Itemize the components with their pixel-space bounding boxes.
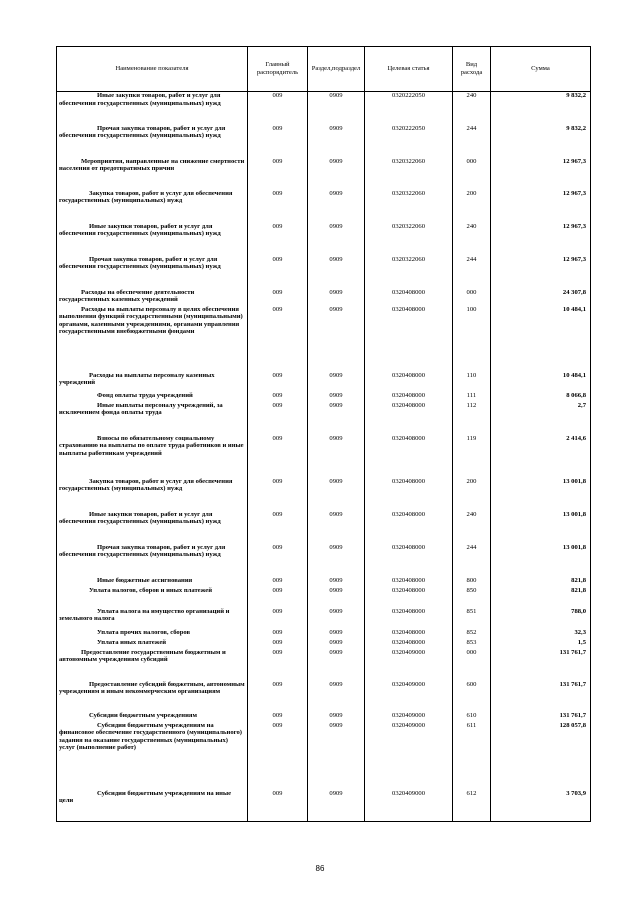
cell-main-manager: 009 (248, 722, 308, 790)
table-row (57, 372, 591, 392)
cell-main-manager: 009 (248, 256, 308, 289)
cell-type: 244 (453, 125, 491, 158)
cell-name: Прочая закупка товаров, работ и услуг для обеспечения государственных (муниципальных) нужд (57, 544, 248, 577)
cell-type: 244 (453, 544, 491, 577)
cell-target: 0320409000 (365, 649, 453, 681)
cell-sum: 1,5 (491, 639, 591, 649)
table-row (57, 639, 591, 649)
cell-section: 0909 (308, 587, 365, 608)
cell-target: 0320409000 (365, 722, 453, 790)
budget-table-container (56, 46, 590, 822)
cell-sum: 12 967,3 (491, 158, 591, 190)
cell-name: Иные закупки товаров, работ и услуг для обеспечения государственных (муниципальных) нужд (57, 223, 248, 256)
page-number: 86 (315, 864, 325, 873)
cell-main-manager: 009 (248, 289, 308, 306)
cell-main-manager: 009 (248, 639, 308, 649)
cell-type: 244 (453, 256, 491, 289)
cell-sum: 13 001,8 (491, 544, 591, 577)
cell-target: 0320408000 (365, 608, 453, 629)
cell-section: 0909 (308, 158, 365, 190)
header-name: Наименование показателя (57, 47, 248, 92)
header-main-manager: Главный распорядитель (248, 47, 308, 92)
cell-name: Уплата прочих налогов, сборов (57, 629, 248, 639)
cell-target: 0320408000 (365, 587, 453, 608)
cell-main-manager: 009 (248, 511, 308, 544)
cell-sum: 12 967,3 (491, 223, 591, 256)
cell-section: 0909 (308, 402, 365, 435)
cell-sum: 131 761,7 (491, 649, 591, 681)
cell-section: 0909 (308, 629, 365, 639)
table-body (57, 92, 591, 822)
cell-type: 611 (453, 722, 491, 790)
table-row (57, 608, 591, 629)
cell-target: 0320409000 (365, 790, 453, 822)
cell-type: 851 (453, 608, 491, 629)
cell-main-manager: 009 (248, 577, 308, 587)
table-row (57, 511, 591, 544)
cell-type: 200 (453, 190, 491, 223)
cell-type: 112 (453, 402, 491, 435)
cell-sum: 9 832,2 (491, 92, 591, 125)
cell-section: 0909 (308, 190, 365, 223)
cell-type: 850 (453, 587, 491, 608)
cell-name: Расходы на выплаты персоналу казенных учреждений (57, 372, 248, 392)
cell-sum: 8 066,8 (491, 392, 591, 402)
cell-section: 0909 (308, 681, 365, 712)
cell-main-manager: 009 (248, 587, 308, 608)
cell-target: 0320322060 (365, 190, 453, 223)
cell-name: Уплата налогов, сборов и иных платежей (57, 587, 248, 608)
cell-name: Субсидии бюджетным учреждениям на иные цели (57, 790, 248, 822)
table-row (57, 722, 591, 790)
cell-section: 0909 (308, 712, 365, 722)
cell-main-manager: 009 (248, 92, 308, 125)
cell-name: Уплата иных платежей (57, 639, 248, 649)
cell-type: 200 (453, 478, 491, 511)
cell-section: 0909 (308, 223, 365, 256)
table-row (57, 402, 591, 435)
table-row (57, 92, 591, 125)
cell-target: 0320222050 (365, 92, 453, 125)
cell-sum: 3 703,9 (491, 790, 591, 822)
header-section: Раздел,подраздел (308, 47, 365, 92)
cell-main-manager: 009 (248, 435, 308, 478)
budget-table (56, 46, 591, 822)
cell-type: 110 (453, 372, 491, 392)
cell-target: 0320408000 (365, 511, 453, 544)
cell-target: 0320322060 (365, 223, 453, 256)
cell-main-manager: 009 (248, 223, 308, 256)
cell-type: 100 (453, 306, 491, 372)
cell-type: 612 (453, 790, 491, 822)
cell-section: 0909 (308, 511, 365, 544)
header-target: Целевая статья (365, 47, 453, 92)
cell-name: Фонд оплаты труда учреждений (57, 392, 248, 402)
cell-name: Иные закупки товаров, работ и услуг для обеспечения государственных (муниципальных) нужд (57, 511, 248, 544)
cell-type: 240 (453, 92, 491, 125)
cell-target: 0320408000 (365, 372, 453, 392)
table-row (57, 158, 591, 190)
cell-name: Прочая закупка товаров, работ и услуг для обеспечения государственных (муниципальных) нужд (57, 256, 248, 289)
cell-name: Уплата налога на имущество организаций и земельного налога (57, 608, 248, 629)
cell-section: 0909 (308, 256, 365, 289)
cell-main-manager: 009 (248, 790, 308, 822)
table-row (57, 629, 591, 639)
cell-section: 0909 (308, 544, 365, 577)
cell-type: 000 (453, 289, 491, 306)
cell-type: 800 (453, 577, 491, 587)
cell-sum: 10 484,1 (491, 306, 591, 372)
cell-sum: 24 307,8 (491, 289, 591, 306)
cell-name: Взносы по обязательному социальному страхованию на выплаты по оплате труда работников и иные выплаты работникам учреждений (57, 435, 248, 478)
cell-section: 0909 (308, 639, 365, 649)
cell-sum: 128 057,8 (491, 722, 591, 790)
cell-section: 0909 (308, 722, 365, 790)
cell-sum: 821,8 (491, 577, 591, 587)
table-row (57, 681, 591, 712)
cell-name: Иные бюджетные ассигнования (57, 577, 248, 587)
table-row (57, 289, 591, 306)
cell-main-manager: 009 (248, 712, 308, 722)
cell-main-manager: 009 (248, 681, 308, 712)
cell-name: Мероприятия, направленные на снижение смертности населения от предотвратимых причин (57, 158, 248, 190)
cell-target: 0320408000 (365, 435, 453, 478)
header-sum: Сумма (491, 47, 591, 92)
cell-target: 0320409000 (365, 681, 453, 712)
cell-section: 0909 (308, 649, 365, 681)
cell-main-manager: 009 (248, 649, 308, 681)
table-row (57, 587, 591, 608)
table-row (57, 435, 591, 478)
cell-main-manager: 009 (248, 402, 308, 435)
cell-type: 240 (453, 223, 491, 256)
table-row (57, 392, 591, 402)
cell-type: 600 (453, 681, 491, 712)
table-row (57, 125, 591, 158)
cell-name: Закупка товаров, работ и услуг для обеспечения государственных (муниципальных) нужд (57, 190, 248, 223)
cell-main-manager: 009 (248, 372, 308, 392)
table-row (57, 790, 591, 822)
cell-type: 000 (453, 649, 491, 681)
cell-target: 0320408000 (365, 392, 453, 402)
cell-target: 0320322060 (365, 158, 453, 190)
cell-name: Иные закупки товаров, работ и услуг для обеспечения государственных (муниципальных) нужд (57, 92, 248, 125)
cell-type: 853 (453, 639, 491, 649)
cell-sum: 12 967,3 (491, 190, 591, 223)
cell-type: 111 (453, 392, 491, 402)
cell-sum: 12 967,3 (491, 256, 591, 289)
table-row (57, 649, 591, 681)
cell-target: 0320408000 (365, 289, 453, 306)
table-row (57, 190, 591, 223)
cell-sum: 131 761,7 (491, 681, 591, 712)
table-row (57, 544, 591, 577)
cell-sum: 131 761,7 (491, 712, 591, 722)
cell-sum: 13 001,8 (491, 478, 591, 511)
cell-name: Предоставление субсидий бюджетным, автономным учреждениям и иным некоммерческим организациям (57, 681, 248, 712)
cell-section: 0909 (308, 608, 365, 629)
cell-main-manager: 009 (248, 392, 308, 402)
cell-section: 0909 (308, 435, 365, 478)
cell-section: 0909 (308, 790, 365, 822)
cell-target: 0320322060 (365, 256, 453, 289)
cell-target: 0320408000 (365, 478, 453, 511)
cell-section: 0909 (308, 392, 365, 402)
cell-main-manager: 009 (248, 306, 308, 372)
cell-target: 0320408000 (365, 577, 453, 587)
cell-sum: 788,0 (491, 608, 591, 629)
cell-target: 0320408000 (365, 306, 453, 372)
cell-name: Субсидии бюджетным учреждениям (57, 712, 248, 722)
cell-section: 0909 (308, 125, 365, 158)
cell-target: 0320409000 (365, 712, 453, 722)
cell-name: Предоставление государственным бюджетным и автономным учреждениям субсидий (57, 649, 248, 681)
cell-section: 0909 (308, 289, 365, 306)
cell-section: 0909 (308, 372, 365, 392)
cell-type: 119 (453, 435, 491, 478)
cell-section: 0909 (308, 478, 365, 511)
cell-target: 0320222050 (365, 125, 453, 158)
cell-main-manager: 009 (248, 125, 308, 158)
cell-target: 0320408000 (365, 629, 453, 639)
cell-name: Субсидии бюджетным учреждениям на финансовое обеспечение государственного (муниципального) задания на оказание государственных (муниципальных) услуг (выполнение работ) (57, 722, 248, 790)
cell-type: 240 (453, 511, 491, 544)
cell-sum: 2 414,6 (491, 435, 591, 478)
cell-section: 0909 (308, 306, 365, 372)
table-row (57, 223, 591, 256)
table-row (57, 577, 591, 587)
cell-type: 000 (453, 158, 491, 190)
table-row (57, 306, 591, 372)
cell-type: 610 (453, 712, 491, 722)
cell-name: Прочая закупка товаров, работ и услуг для обеспечения государственных (муниципальных) нужд (57, 125, 248, 158)
cell-sum: 13 001,8 (491, 511, 591, 544)
table-row (57, 256, 591, 289)
cell-sum: 10 484,1 (491, 372, 591, 392)
cell-name: Расходы на обеспечение деятельности государственных казенных учреждений (57, 289, 248, 306)
table-row (57, 478, 591, 511)
cell-target: 0320408000 (365, 544, 453, 577)
cell-main-manager: 009 (248, 158, 308, 190)
cell-sum: 2,7 (491, 402, 591, 435)
cell-main-manager: 009 (248, 608, 308, 629)
cell-main-manager: 009 (248, 478, 308, 511)
cell-name: Закупка товаров, работ и услуг для обеспечения государственных (муниципальных) нужд (57, 478, 248, 511)
table-header (57, 47, 591, 92)
cell-section: 0909 (308, 577, 365, 587)
cell-name: Расходы на выплаты персоналу в целях обеспечения выполнения функций государственными (муниципальными) органами, казенными учреждениями, органами управления государственными внебюджетными фондами (57, 306, 248, 372)
cell-name: Иные выплаты персоналу учреждений, за исключением фонда оплаты труда (57, 402, 248, 435)
cell-main-manager: 009 (248, 629, 308, 639)
table-row (57, 712, 591, 722)
cell-sum: 821,8 (491, 587, 591, 608)
cell-sum: 32,3 (491, 629, 591, 639)
cell-target: 0320408000 (365, 402, 453, 435)
cell-section: 0909 (308, 92, 365, 125)
cell-main-manager: 009 (248, 190, 308, 223)
cell-type: 852 (453, 629, 491, 639)
cell-sum: 9 832,2 (491, 125, 591, 158)
cell-main-manager: 009 (248, 544, 308, 577)
cell-target: 0320408000 (365, 639, 453, 649)
header-type: Вид расхода (453, 47, 491, 92)
